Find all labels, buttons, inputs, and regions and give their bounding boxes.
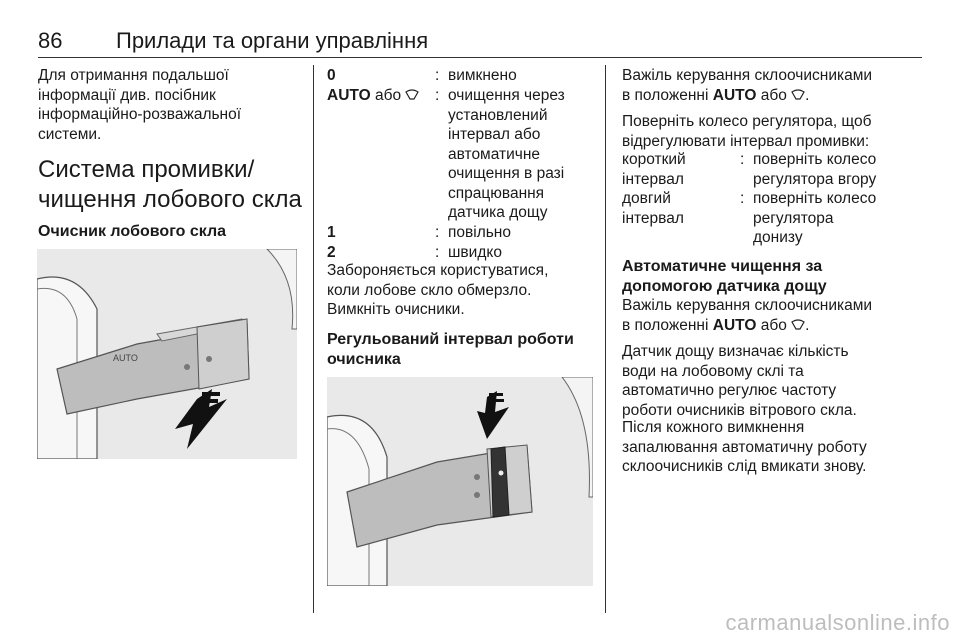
wiper-positions-table: 0 : вимкнено AUTO або : очищення через установлений інтервал або автоматичне очищення в разі спрацювання датчика дощу 1 : повільно 2 : швидко <box>327 67 565 261</box>
intro-paragraph: Для отримання подальшої інформації див. посібник інформаційно-розважальної системи. <box>38 67 242 143</box>
adjust-interval-paragraph: Поверніть колесо регулятора, щоб відрегулювати інтервал промивки: <box>622 113 872 150</box>
page-title: Прилади та органи управління <box>116 28 429 53</box>
subsection-title-wiper: Очисник лобового скла <box>38 223 227 240</box>
lever-auto-paragraph: Важіль керування склоочисниками в положенні AUTO або . <box>622 67 873 104</box>
interval-adjuster-illustration <box>327 377 593 586</box>
wiper-lever-drawing <box>37 249 297 459</box>
position-row-auto: AUTO або <box>327 86 419 106</box>
interval-adjuster-drawing <box>327 377 593 586</box>
column-divider-2 <box>605 65 606 613</box>
rain-sensor-icon <box>791 319 805 331</box>
position-row-slow: 1 <box>327 224 336 241</box>
interval-table: короткий інтервал : поверніть колесо регулятора вгору довгий інтервал : поверніть колесо регулятора донизу <box>622 151 877 246</box>
position-row-off: 0 <box>327 67 336 84</box>
frozen-glass-warning: Забороняється користуватися, коли лобове скло обмерзло. <box>327 262 549 299</box>
up-down-arrow-icon <box>477 391 509 439</box>
rain-sensor-icon <box>791 89 805 101</box>
turn-arrow-icon <box>175 389 227 449</box>
wiper-lever-illustration <box>37 249 297 459</box>
rain-sensor-description: Датчик дощу визначає кількість води на лобовому склі та автоматично регулює частоту роботи очисників вітрового скла. <box>622 343 857 419</box>
rain-sensor-icon <box>405 89 419 101</box>
page-number: 86 <box>38 28 63 53</box>
ignition-note: Після кожного вимкнення запалювання автоматичну роботу склоочисників слід вмикати знову. <box>622 419 867 475</box>
interval-row-long: довгий інтервал <box>622 190 684 227</box>
lever-auto-paragraph-2: Важіль керування склоочисниками в положенні AUTO або . <box>622 297 873 334</box>
position-row-fast: 2 <box>327 244 336 261</box>
watermark: carmanualsonline.info <box>725 610 950 635</box>
header-divider <box>38 57 922 58</box>
interval-row-short: короткий інтервал <box>622 151 686 188</box>
section-title: Система промивки/ чищення лобового скла <box>38 156 302 213</box>
subsection-title-interval: Регульований інтервал роботи очисника <box>327 331 574 368</box>
lever-auto-label: AUTO <box>113 353 138 363</box>
column-divider-1 <box>313 65 314 613</box>
subsection-title-rain-sensor: Автоматичне чищення за допомогою датчика дощу <box>622 258 827 295</box>
switch-off-instruction: Вимкніть очисники. <box>327 301 465 318</box>
